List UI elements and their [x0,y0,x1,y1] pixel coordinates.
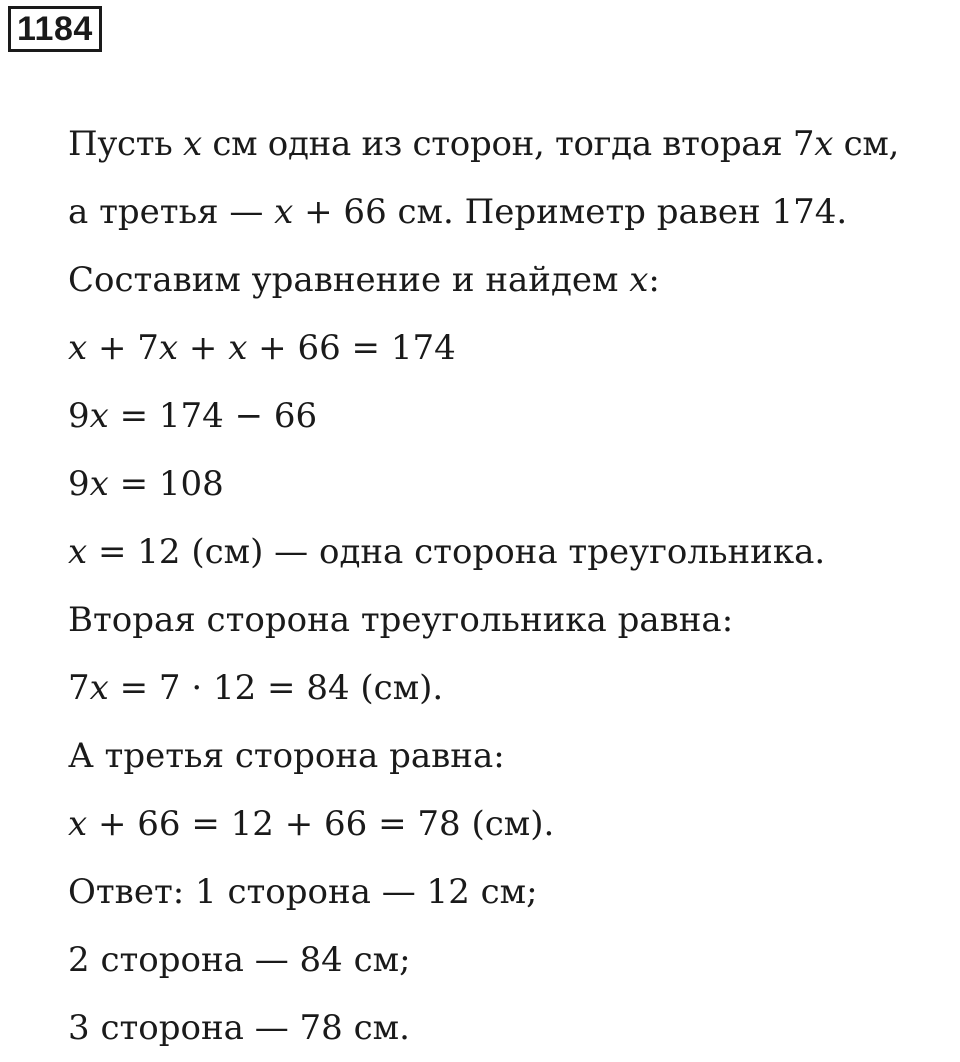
solution-line: Пусть 𝑥 см одна из сторон, тогда вторая 7𝑥 см, [68,124,900,164]
solution-line: А третья сторона равна: [68,736,505,776]
equation-line: 9𝑥 = 108 [68,464,224,504]
solution-line: а третья — 𝑥 + 66 см. Периметр равен 174. [68,192,848,232]
solution-line: Вторая сторона треугольника равна: [68,600,734,640]
equation-line: 𝑥 = 12 (см) — одна сторона треугольника. [68,532,826,572]
equation-line: 7𝑥 = 7 · 12 = 84 (см). [68,668,444,708]
solution-line: Составим уравнение и найдем 𝑥: [68,260,660,300]
answer-line: Ответ: 1 сторона — 12 см; [68,872,538,912]
equation-line: 𝑥 + 7𝑥 + 𝑥 + 66 = 174 [68,328,456,368]
answer-line: 3 сторона — 78 см. [68,1008,410,1048]
solution-text [68,110,953,1062]
equation-line: 9𝑥 = 174 − 66 [68,396,318,436]
answer-line: 2 сторона — 84 см; [68,940,411,980]
equation-line: 𝑥 + 66 = 12 + 66 = 78 (см). [68,804,555,844]
task-number-badge: 1184 [8,6,102,52]
